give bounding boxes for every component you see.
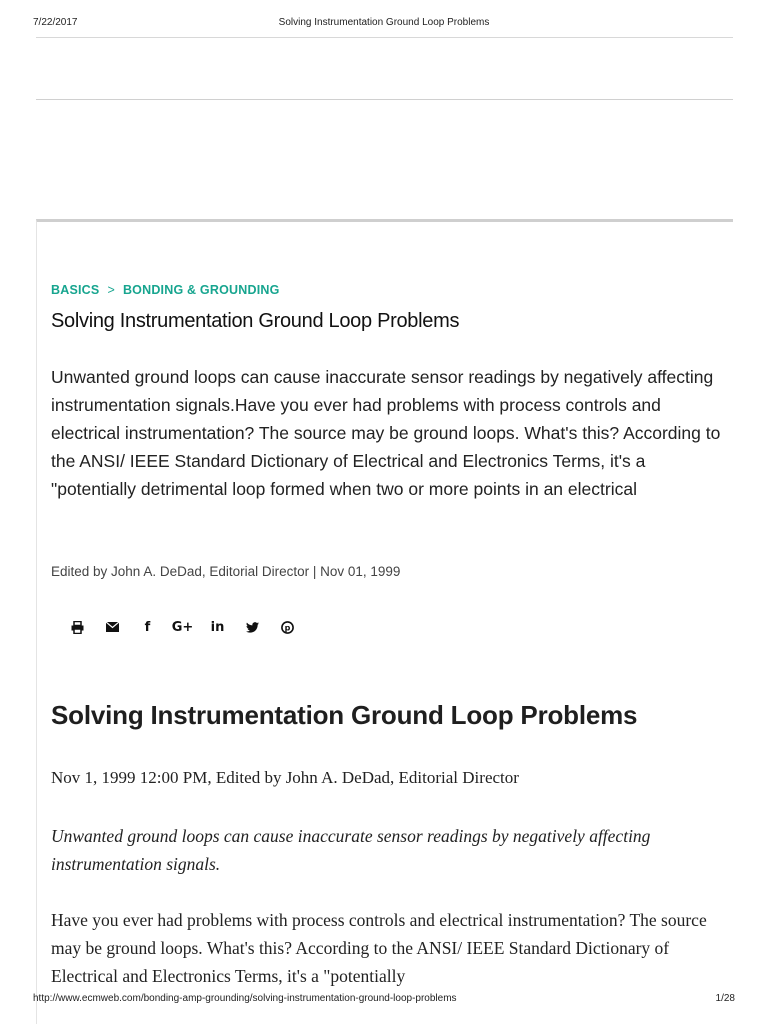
article-dateline: Nov 1, 1999 12:00 PM, Edited by John A. DeDad, Editorial Director [51,768,519,787]
share-bar [60,617,305,637]
email-icon[interactable] [95,617,130,637]
linkedin-icon[interactable]: in [210,619,225,635]
article-summary: Unwanted ground loops can cause inaccurate sensor readings by negatively affecting instrumentation signals.Have you ever had problems with process controls and electrical instrumentation? The source may be ground loops. What's this? According to the ANSI/ IEEE Standard Dictionary of Electrical and Electronics Terms, it's a "potentially detrimental loop formed when two or more points in an electrical [51,367,721,499]
breadcrumb-bonding-grounding-link[interactable]: BONDING & GROUNDING [122,283,280,297]
print-date: 7/22/2017 [33,17,78,28]
breadcrumb [51,283,280,297]
google-plus-icon[interactable]: G+ [171,619,194,635]
article-headline: Solving Instrumentation Ground Loop Problems [51,310,460,332]
article-byline: Edited by John A. DeDad, Editorial Director | Nov 01, 1999 [51,564,401,579]
article-body: Have you ever had problems with process controls and electrical instrumentation? The source may be ground loops. What's this? According to the ANSI/ IEEE Standard Dictionary of Electrical and Electronics Terms, it's a "potentially [51,910,707,986]
breadcrumb-separator: > [107,283,115,297]
print-icon[interactable] [60,617,95,637]
facebook-icon[interactable]: f [144,619,151,635]
pinterest-icon[interactable] [270,617,305,637]
twitter-icon[interactable] [235,617,270,637]
print-page-number: 1/28 [715,993,735,1004]
print-title: Solving Instrumentation Ground Loop Problems [278,17,490,28]
article-title: Solving Instrumentation Ground Loop Problems [51,700,638,730]
ad-divider [36,99,733,100]
svg-text:p: p [284,623,291,633]
breadcrumb-basics-link[interactable]: BASICS [51,283,100,297]
header-divider [36,37,733,38]
article-lede: Unwanted ground loops can cause inaccurate sensor readings by negatively affecting instrumentation signals. [51,826,651,874]
print-url: http://www.ecmweb.com/bonding-amp-grounding/solving-instrumentation-ground-loop-problems [33,993,457,1004]
